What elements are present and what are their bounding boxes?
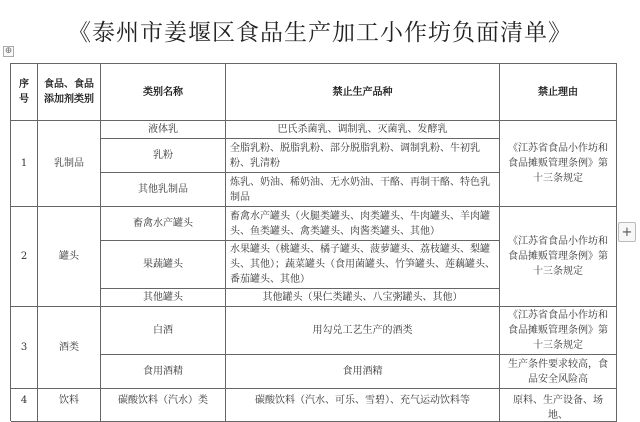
category-cell: 乳粉 [101,139,226,173]
prohibited-cell: 炼乳、奶油、稀奶油、无水奶油、干酪、再制干酪、特色乳制品 [226,173,500,207]
table-move-handle-icon[interactable]: ⊕ [4,46,13,56]
prohibited-cell: 全脂乳粉、脱脂乳粉、部分脱脂乳粉、调制乳粉、牛初乳粉、乳清粉 [226,139,500,173]
header-additive-type: 食品、食品添加剂类别 [38,64,101,121]
header-seq: 序号 [11,64,38,121]
category-cell: 其他乳制品 [101,173,226,207]
category-cell: 白酒 [101,307,226,355]
group-seq: 2 [11,207,38,307]
header-prohibited: 禁止生产品种 [226,64,500,121]
reason-cell: 《江苏省食品小作坊和食品摊贩管理条例》第十三条规定 [500,121,617,207]
prohibited-cell: 用勾兑工艺生产的酒类 [226,307,500,355]
category-cell: 液体乳 [101,121,226,139]
reason-cell: 原料、生产设备、场地、 [500,389,617,422]
category-cell: 畜禽水产罐头 [101,207,226,241]
header-reason: 禁止理由 [500,64,617,121]
group-type: 饮料 [38,389,101,422]
page-title: 《泰州市姜堰区食品生产加工小作坊负面清单》 [68,20,572,46]
add-column-button[interactable]: + [618,222,636,242]
reason-cell: 《江苏省食品小作坊和食品摊贩管理条例》第十三条规定 [500,207,617,307]
prohibited-cell: 食用酒精 [226,355,500,389]
prohibited-cell: 水果罐头（桃罐头、橘子罐头、菠萝罐头、荔枝罐头、梨罐头、其他）；蔬菜罐头（食用菌罐头、竹笋罐头、莲藕罐头、番茄罐头、其他） [226,241,500,289]
header-category: 类别名称 [101,64,226,121]
group-seq: 3 [11,307,38,389]
group-type: 酒类 [38,307,101,389]
group-seq: 4 [11,389,38,422]
prohibited-cell: 碳酸饮料（汽水、可乐、雪碧）、充气运动饮料等 [226,389,500,422]
group-type: 罐头 [38,207,101,307]
prohibited-cell: 其他罐头（果仁类罐头、八宝粥罐头、其他） [226,289,500,307]
category-cell: 其他罐头 [101,289,226,307]
category-cell: 果蔬罐头 [101,241,226,289]
reason-cell: 《江苏省食品小作坊和食品摊贩管理条例》第十三条规定 [500,307,617,355]
category-cell: 食用酒精 [101,355,226,389]
negative-list-table [10,63,617,421]
group-type: 乳制品 [38,121,101,207]
prohibited-cell: 巴氏杀菌乳、调制乳、灭菌乳、发酵乳 [226,121,500,139]
group-seq: 1 [11,121,38,207]
category-cell: 碳酸饮料（汽水）类 [101,389,226,422]
reason-cell: 生产条件要求较高，食品安全风险高 [500,355,617,389]
prohibited-cell: 畜禽水产罐头（火腿类罐头、肉类罐头、牛肉罐头、羊肉罐头、鱼类罐头、禽类罐头、肉酱类罐头、其他） [226,207,500,241]
